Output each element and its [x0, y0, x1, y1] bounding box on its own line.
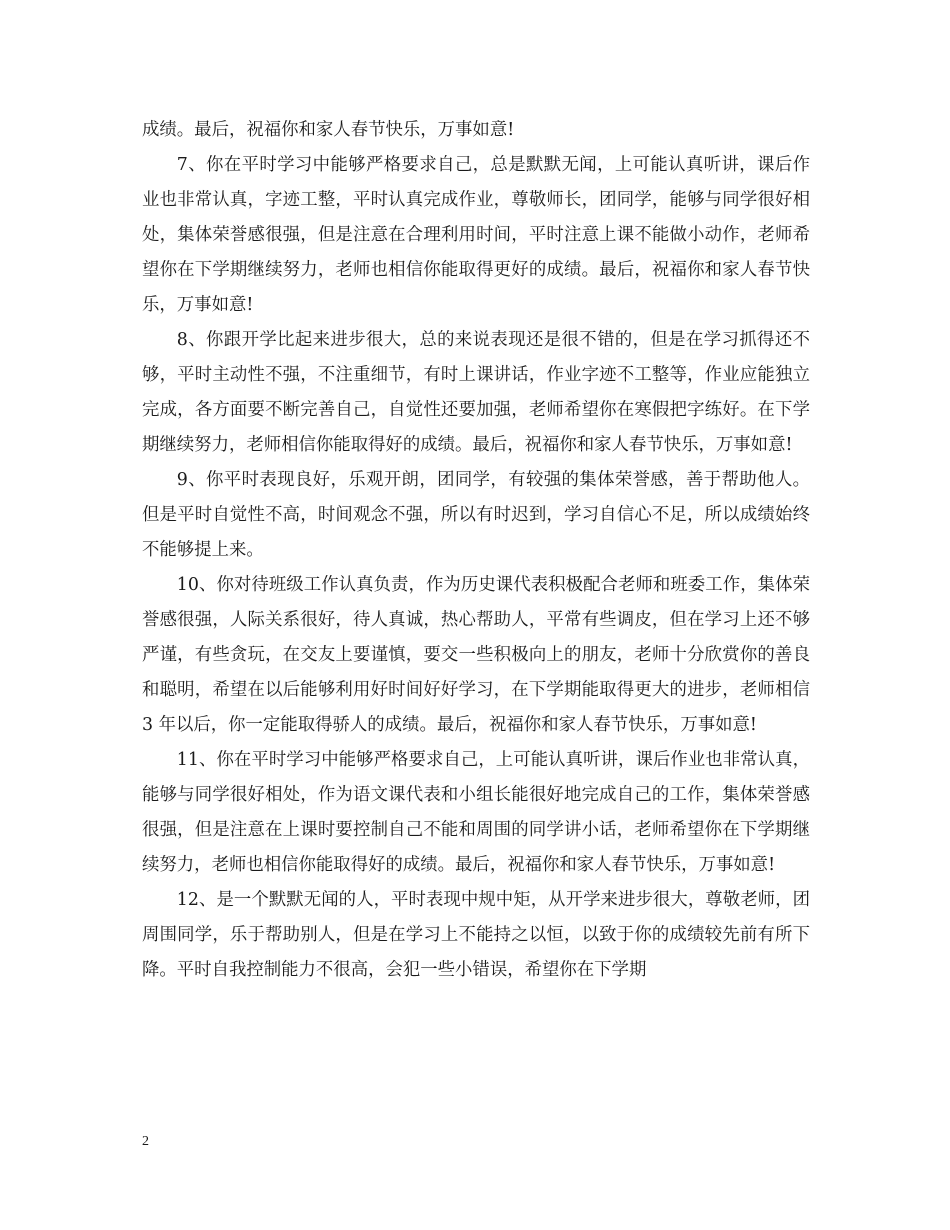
document-body — [142, 113, 810, 988]
paragraph-comment-9: 9、你平时表现良好，乐观开朗，团同学，有较强的集体荣誉感，善于帮助他人。但是平时自觉性不高，时间观念不强，所以有时迟到，学习自信心不足，所以成绩始终不能够提上来。 — [142, 470, 810, 560]
paragraph-comment-12: 12、是一个默默无闻的人，平时表现中规中矩，从开学来进步很大，尊敬老师，团周围同学，乐于帮助别人，但是在学习上不能持之以恒，以致于你的成绩较先前有所下降。平时自我控制能力不很高，会犯一些小错误，希望你在下学期 — [142, 890, 810, 980]
paragraph-comment-11: 11、你在平时学习中能够严格要求自己，上可能认真听讲，课后作业也非常认真，能够与同学很好相处，作为语文课代表和小组长能很好地完成自己的工作，集体荣誉感很强，但是注意在上课时要控制自己不能和周围的同学讲小话，老师希望你在下学期继续努力，老师也相信你能取得好的成绩。最后，祝福你和家人春节快乐，万事如意! — [142, 750, 810, 875]
page-number: 2 — [142, 1134, 149, 1149]
paragraph-comment-10: 10、你对待班级工作认真负责，作为历史课代表积极配合老师和班委工作，集体荣誉感很强，人际关系很好，待人真诚，热心帮助人，平常有些调皮，但在学习上还不够严谨，有些贪玩，在交友上要谨慎，要交一些积极向上的朋友，老师十分欣赏你的善良和聪明，希望在以后能够利用好时间好好学习，在下学期能取得更大的进步，老师相信 3 年以后，你一定能取得骄人的成绩。最后，祝福你和家人春节快乐，万事如意! — [142, 575, 810, 735]
paragraph-comment-8: 8、你跟开学比起来进步很大，总的来说表现还是很不错的，但是在学习抓得还不够，平时主动性不强，不注重细节，有时上课讲话，作业字迹不工整等，作业应能独立完成，各方面要不断完善自己，自觉性还要加强，老师希望你在寒假把字练好。在下学期继续努力，老师相信你能取得好的成绩。最后，祝福你和家人春节快乐，万事如意! — [142, 330, 810, 455]
paragraph-comment-7: 7、你在平时学习中能够严格要求自己，总是默默无闻，上可能认真听讲，课后作业也非常认真，字迹工整，平时认真完成作业，尊敬师长，团同学，能够与同学很好相处，集体荣誉感很强，但是注意在合理利用时间，平时注意上课不能做小动作，老师希望你在下学期继续努力，老师也相信你能取得更好的成绩。最后，祝福你和家人春节快乐，万事如意! — [142, 155, 810, 315]
paragraph-continuation: 成绩。最后，祝福你和家人春节快乐，万事如意! — [142, 120, 515, 140]
